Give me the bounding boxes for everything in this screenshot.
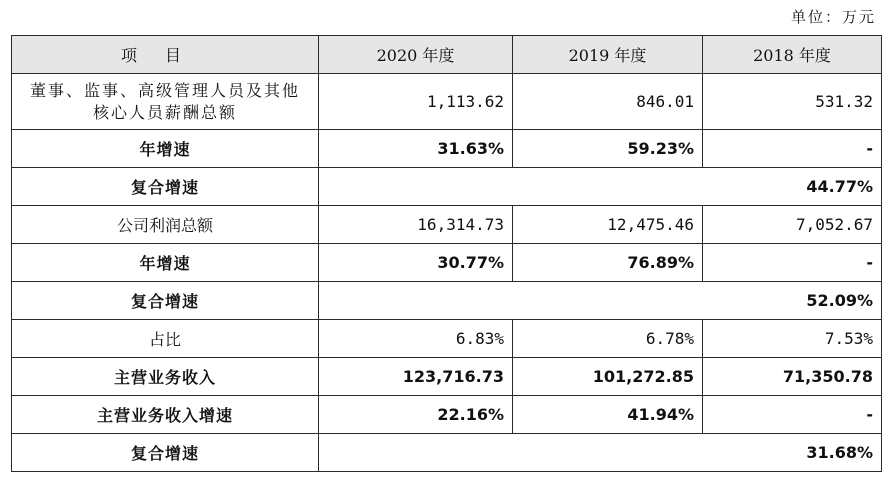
row-label: 复合增速 <box>12 434 319 472</box>
row-label: 占比 <box>12 320 319 358</box>
header-row <box>12 36 882 74</box>
row-label: 董事、监事、高级管理人员及其他核心人员薪酬总额 <box>12 74 319 130</box>
row-label: 年增速 <box>12 244 319 282</box>
cell-2018: 531.32 <box>703 74 882 130</box>
cell-2019: 76.89% <box>513 244 703 282</box>
table-row <box>12 168 882 206</box>
cell-2020: 30.77% <box>319 244 513 282</box>
table-row <box>12 206 882 244</box>
cell-2018: 71,350.78 <box>703 358 882 396</box>
header-2019: 2019 年度 <box>513 36 703 74</box>
cell-2018: - <box>703 130 882 168</box>
unit-note: 单位：万元 <box>790 8 876 26</box>
cell-2020: 1,113.62 <box>319 74 513 130</box>
cell-2020: 16,314.73 <box>319 206 513 244</box>
table-row <box>12 74 882 130</box>
cell-2019: 12,475.46 <box>513 206 703 244</box>
cell-2019: 59.23% <box>513 130 703 168</box>
row-label: 公司利润总额 <box>12 206 319 244</box>
cell-2019: 41.94% <box>513 396 703 434</box>
table-row <box>12 358 882 396</box>
table-row <box>12 244 882 282</box>
cell-2020: 6.83% <box>319 320 513 358</box>
table-row <box>12 396 882 434</box>
row-label: 年增速 <box>12 130 319 168</box>
cell-2019: 846.01 <box>513 74 703 130</box>
cell-compound: 31.68% <box>319 434 882 472</box>
cell-2018: - <box>703 396 882 434</box>
row-label: 复合增速 <box>12 282 319 320</box>
cell-2020: 123,716.73 <box>319 358 513 396</box>
row-label: 复合增速 <box>12 168 319 206</box>
cell-compound: 44.77% <box>319 168 882 206</box>
cell-2018: - <box>703 244 882 282</box>
table-row <box>12 320 882 358</box>
row-label: 主营业务收入 <box>12 358 319 396</box>
cell-2018: 7,052.67 <box>703 206 882 244</box>
compensation-table <box>11 35 882 472</box>
cell-2019: 101,272.85 <box>513 358 703 396</box>
header-2020: 2020 年度 <box>319 36 513 74</box>
cell-compound: 52.09% <box>319 282 882 320</box>
cell-2018: 7.53% <box>703 320 882 358</box>
table-row <box>12 434 882 472</box>
header-2018: 2018 年度 <box>703 36 882 74</box>
cell-2020: 22.16% <box>319 396 513 434</box>
cell-2020: 31.63% <box>319 130 513 168</box>
table-row <box>12 282 882 320</box>
cell-2019: 6.78% <box>513 320 703 358</box>
table-row <box>12 130 882 168</box>
header-item: 项目 <box>12 36 319 74</box>
row-label: 主营业务收入增速 <box>12 396 319 434</box>
